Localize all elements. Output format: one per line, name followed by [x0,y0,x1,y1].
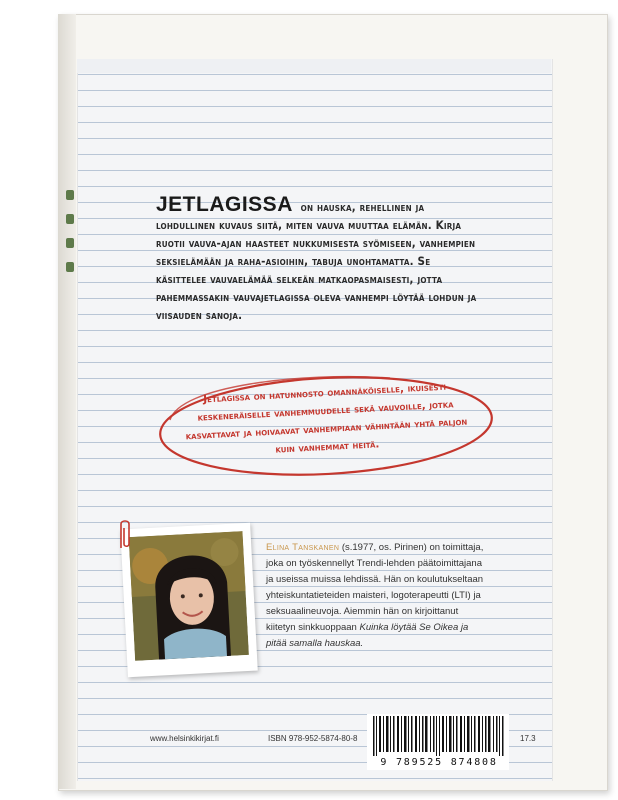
bio-text: (s.1977, os. Pirinen) on toimittaja, joka on työskennellyt Trendi-lehden päätoimittajana ja useissa muissa lehdissä. Hän on koulutukseltaan yhteiskuntatieteiden maisteri, logoterapeutti (LTI) ja seksuaalineuvoja. Aiemmin hän on kirjoittanut kiitetyn sinkkuoppaan [266,542,484,633]
publisher-website: www.helsinkikirjat.fi [150,734,219,743]
spine-edge [58,14,76,789]
quote-text: Jetlagissa on hatunnosto omannäköiselle, ikuisesti keskeneräiselle vanhemmuudelle sekä vauvoille, jotka kasvattavat ja hoivaavat vanhempiaan vähintään yhtä paljon kuin vanhemmat heitä. [185,380,468,456]
paper-top-strip [77,59,551,73]
author-bio [266,540,486,652]
paperclip-icon [116,518,134,552]
author-photo [120,523,258,678]
previous-book-title: Kuinka löytää Se Oikea ja pitää samalla hauskaa. [266,622,469,649]
class-code: 17.3 [520,734,536,743]
author-portrait-icon [129,531,249,661]
spine-marks [66,190,74,300]
book-title: JETLAGISSA [156,193,293,216]
barcode-number: 9 789525 874808 [380,757,498,768]
blurb-paragraph [156,193,480,324]
barcode-icon [367,714,509,756]
author-name: Elina Tanskanen [266,542,340,553]
blurb-text: on hauska, rehellinen ja lohdullinen kuvaus siitä, miten vauva muuttaa elämän. Kirja ruotii vauva-ajan haasteet nukkumisesta syömiseen, vanhempien seksielämään ja raha-asioihin, tabuja unohtamatta. Se käsittelee vauvaelämää selkeän matkaopasmaisesti, jotta pahemmassakin vauvajetlagissa oleva vanhempi löytää lohdun ja viisauden sanoja. [156,200,477,322]
isbn-label: ISBN 978-952-5874-80-8 [268,734,358,743]
